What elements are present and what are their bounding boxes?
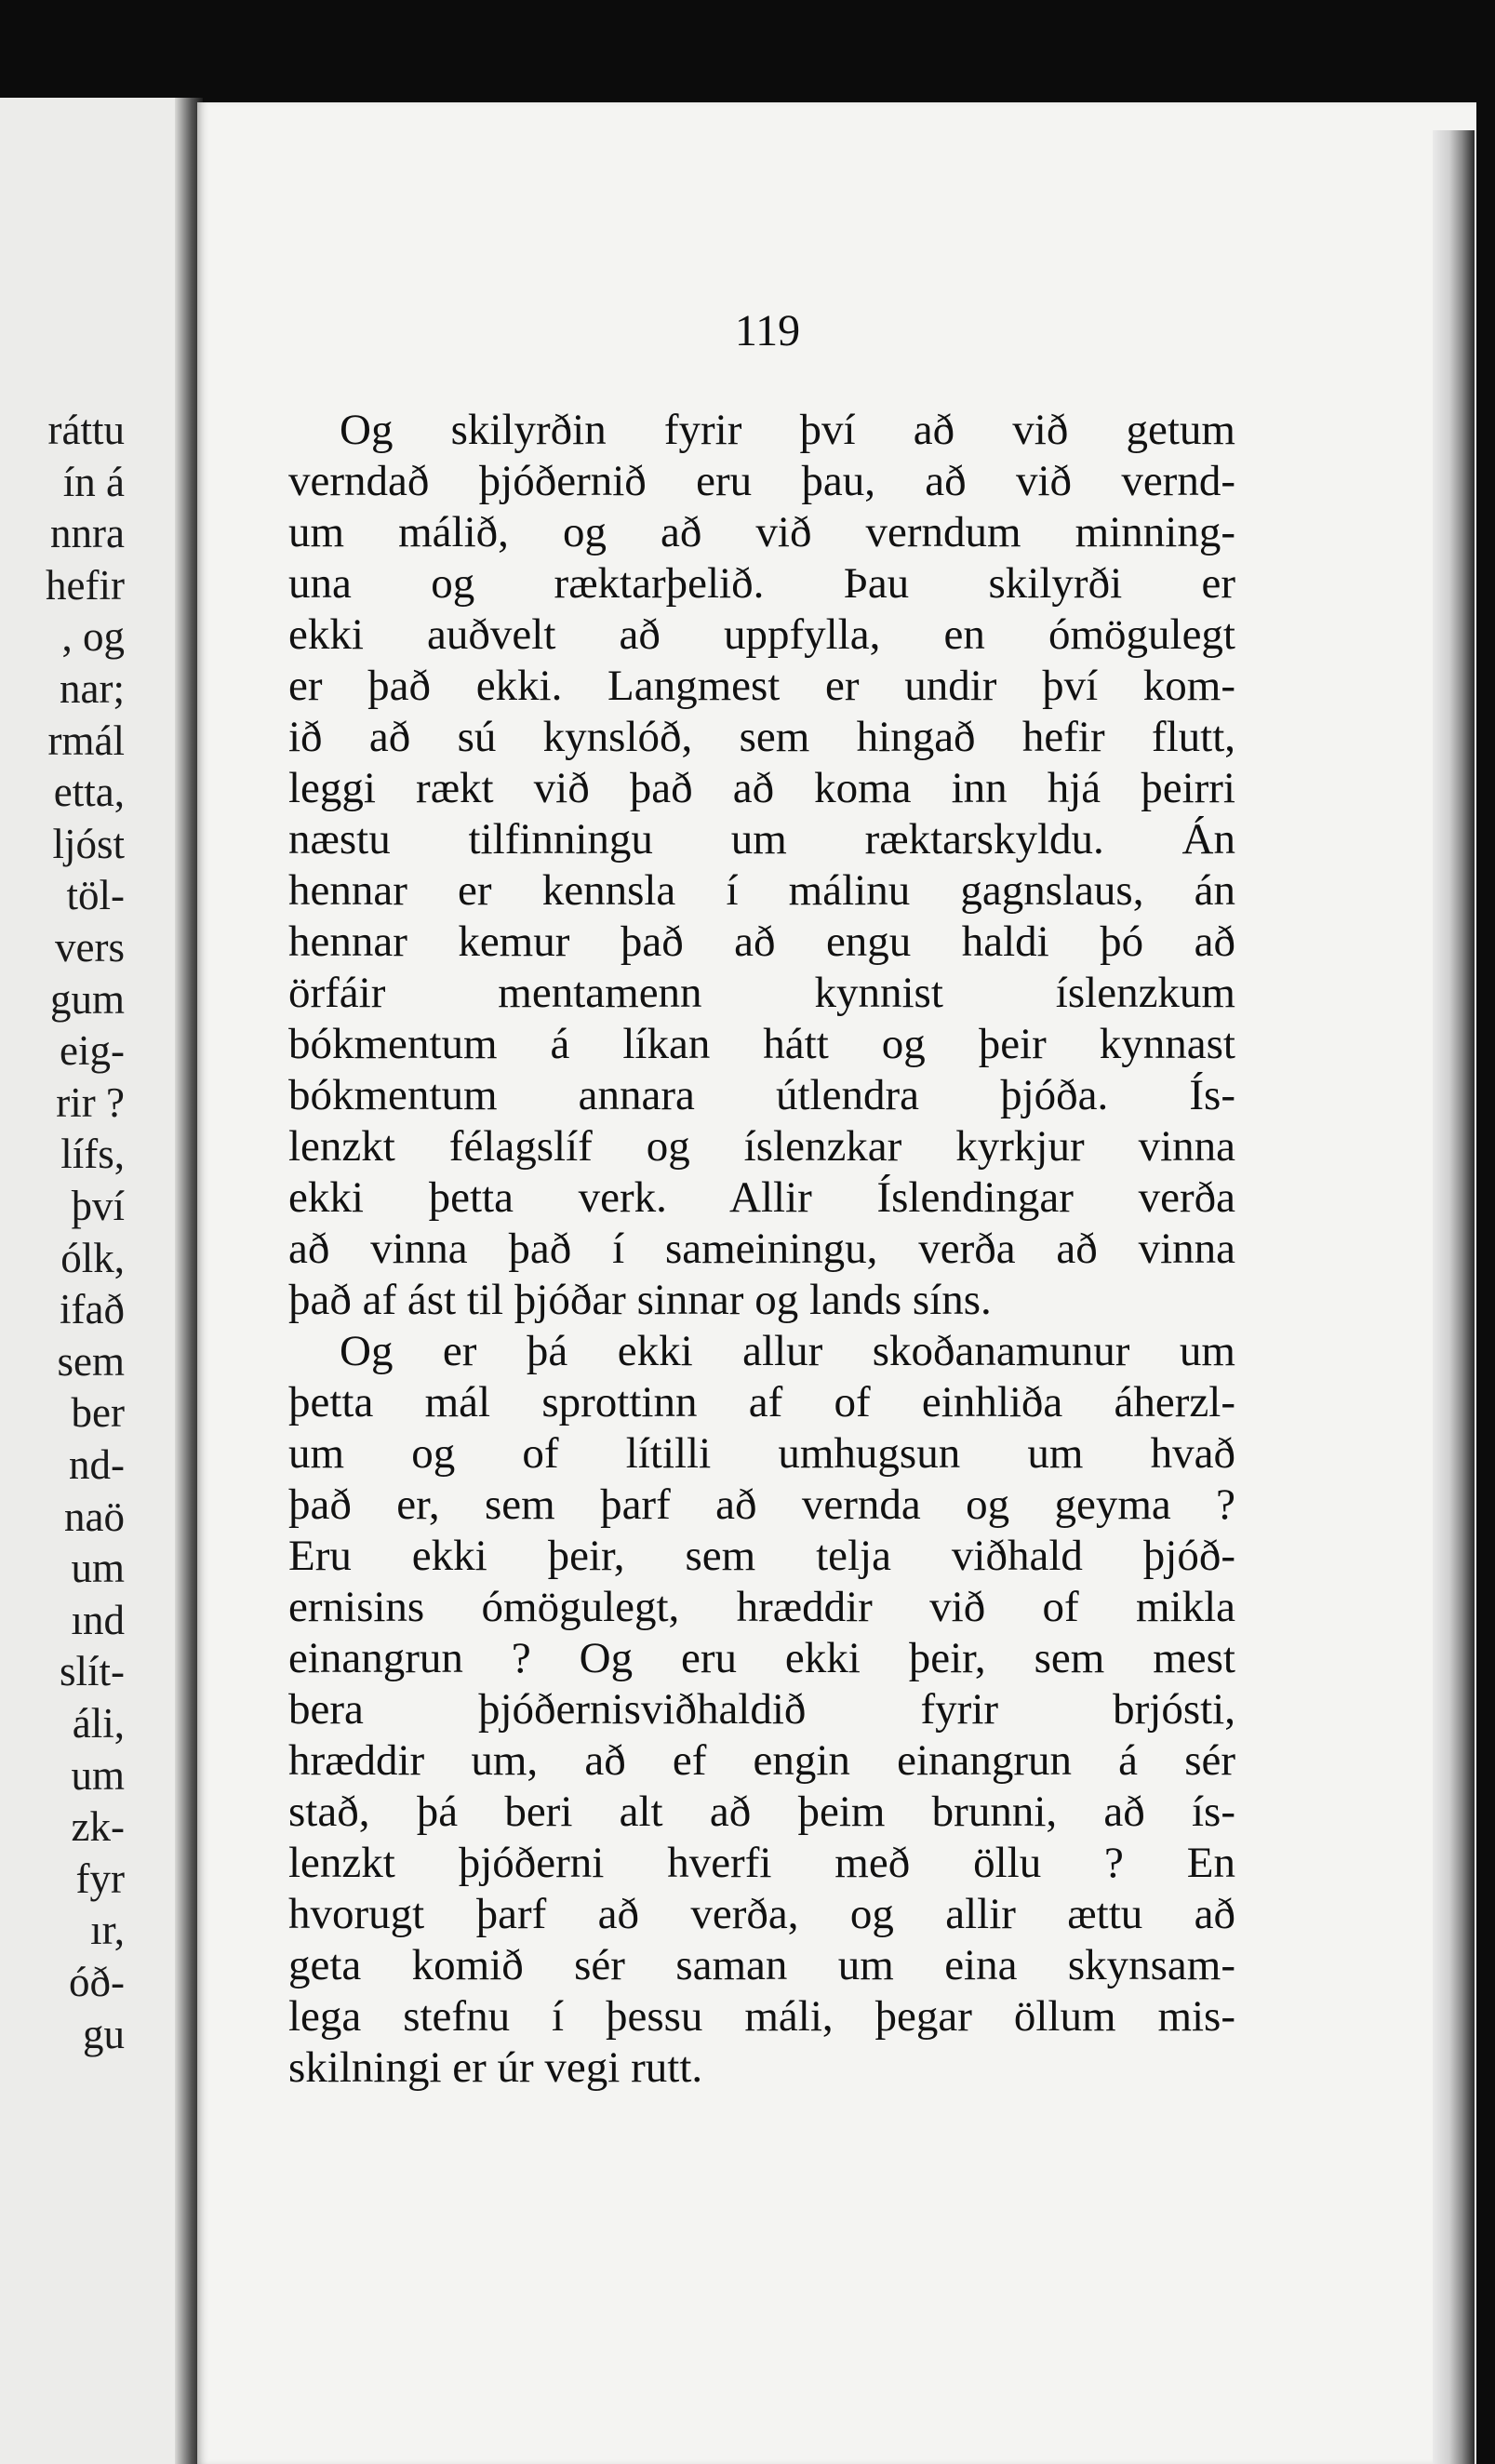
text-line: lega stefnu í þessu máli, þegar öllum mis- [288,1992,1235,2041]
previous-page-line: etta, [53,769,125,816]
previous-page-line: ráttu [47,407,125,453]
previous-page-line: fyr [75,1855,125,1902]
text-line: skilningi er úr vegi rutt. [288,2043,703,2092]
text-line: þetta mál sprottinn af of einhliða áherzl- [288,1378,1235,1426]
previous-page-line: ber [71,1389,125,1437]
previous-page-line: ifað [60,1286,125,1333]
body-text [288,405,1235,2094]
text-line: að vinna það í sameiningu, verða að vinna [288,1225,1235,1273]
text-line: það er, sem þarf að vernda og geyma ? [288,1480,1235,1529]
previous-page-line: ınd [71,1596,125,1643]
previous-page-line: nd- [69,1441,125,1488]
text-line: geta komið sér saman um eina skynsam- [288,1941,1235,1989]
previous-page-line: áli, [72,1700,125,1747]
text-line: lenzkt þjóðerni hverfi með öllu ? En [288,1839,1235,1887]
previous-page-line: lífs, [60,1131,125,1178]
text-line: hvorugt þarf að verða, og allir ættu að [288,1890,1235,1938]
previous-page-line: gum [49,975,125,1023]
page-number: 119 [734,306,801,355]
previous-page-line: ır, [90,1907,125,1954]
previous-page-line: nar; [60,665,125,712]
previous-page-line: , og [61,613,125,661]
previous-page-line: rir ? [56,1078,125,1126]
page-edge [1433,130,1475,2464]
text-line: bókmentum á líkan hátt og þeir kynnast [288,1020,1235,1068]
text-line: lenzkt félagslíf og íslenzkar kyrkjur vinna [288,1122,1235,1171]
previous-page-line: nnra [50,510,125,557]
text-line: verndað þjóðernið eru þau, að við vernd- [288,457,1235,505]
text-line: bera þjóðernisviðhaldið fyrir brjósti, [288,1685,1235,1734]
previous-page-line: eig- [60,1027,125,1075]
previous-page [0,98,197,2464]
previous-page-line: óð- [69,1959,125,2005]
text-line: Eru ekki þeir, sem telja viðhald þjóð- [288,1532,1235,1580]
previous-page-line: zk- [71,1803,125,1851]
text-line: stað, þá beri alt að þeim brunni, að ís- [288,1788,1235,1836]
text-line: hræddir um, að ef engin einangrun á sér [288,1736,1235,1785]
previous-page-line: töl- [66,872,125,919]
previous-page-line: ólk, [60,1234,125,1281]
previous-page-line: sem [57,1337,125,1385]
text-line: örfáir mentamenn kynnist íslenzkum [288,969,1235,1017]
text-line: ið að sú kynslóð, sem hingað hefir flutt, [288,713,1235,761]
text-line: ekki þetta verk. Allir Íslendingar verða [288,1173,1235,1222]
previous-page-line: gu [83,2010,125,2057]
text-line: una og ræktarþelið. Þau skilyrði er [288,559,1235,608]
text-line: um og of lítilli umhugsun um hvað [288,1429,1235,1478]
previous-page-line: ljóst [52,820,125,867]
text-line: næstu tilfinningu um ræktarskyldu. Án [288,815,1235,864]
text-line: Og er þá ekki allur skoðanamunur um [340,1327,1235,1375]
previous-page-line: ín á [62,458,125,505]
previous-page-line: hefir [46,561,125,609]
previous-page-line: um [71,1751,125,1799]
previous-page-line: naö [64,1493,125,1540]
previous-page-line: slít- [59,1648,125,1695]
text-line: hennar er kennsla í málinu gagnslaus, án [288,866,1235,915]
text-line: hennar kemur það að engu haldi þó að [288,917,1235,966]
text-line: er það ekki. Langmest er undir því kom- [288,662,1235,710]
text-line: leggi rækt við það að koma inn hjá þeirri [288,764,1235,812]
text-line: ekki auðvelt að uppfylla, en ómögulegt [288,610,1235,659]
text-line: það af ást til þjóðar sinnar og lands síns. [288,1276,992,1324]
text-line: um málið, og að við verndum minning- [288,508,1235,556]
previous-page-line: rmál [47,716,125,764]
previous-page-line: vers [55,924,125,971]
text-line: Og skilyrðin fyrir því að við getum [340,406,1235,454]
previous-page-line: því [71,1183,125,1229]
text-line: einangrun ? Og eru ekki þeir, sem mest [288,1634,1235,1682]
text-line: ernisins ómögulegt, hræddir við of mikla [288,1583,1235,1631]
previous-page-line: um [71,1545,125,1592]
text-line: bókmentum annara útlendra þjóða. Ís- [288,1071,1235,1119]
